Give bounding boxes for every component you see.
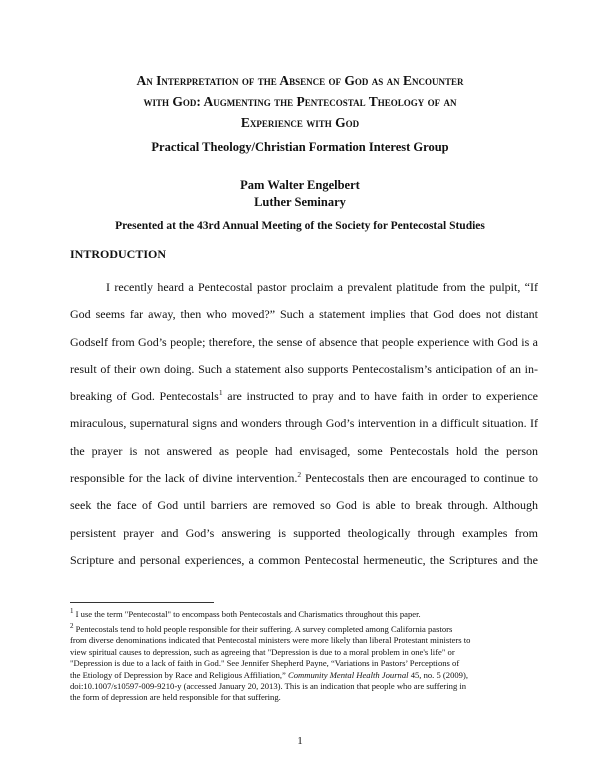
body-line — [70, 383, 538, 410]
title-line-2: with God: Augmenting the Pentecostal Theology of an — [143, 94, 457, 109]
body-line-part: are instructed to pray and to have faith in order to experience — [222, 389, 539, 404]
footnote-1 — [70, 609, 538, 620]
body-line-part: Pentecostals then are encouraged to continue to — [301, 471, 538, 486]
body-line-part: responsible for the lack of divine intervention. — [70, 471, 298, 486]
body-line: persistent prayer and God’s answering is supported theologically through examples from — [70, 525, 538, 540]
body-line: God seems far away, then who moved?” Such a statement implies that God does not distant — [70, 307, 538, 322]
body-line: I recently heard a Pentecostal pastor proclaim a prevalent platitude from the pulpit, “If — [106, 280, 538, 294]
author-institution: Luther Seminary — [254, 195, 346, 209]
body-line-part: breaking of God. Pentecostals — [70, 389, 219, 404]
footnote-ref-2[interactable]: 2 — [297, 470, 302, 480]
body-line: miraculous, supernatural signs and wonders through God’s intervention in a difficult situation. If — [70, 416, 538, 431]
title-line-3: Experience with God — [240, 115, 360, 130]
presentation-note: Presented at the 43rd Annual Meeting of the Society for Pentecostal Studies — [115, 220, 485, 232]
journal-title: Community Mental Health Journal — [288, 669, 409, 680]
footnote-text[interactable]: doi:10.1007/s10597-009-9210-y (accessed January 20, 2013). This is an indication that people who are suffering in — [70, 681, 467, 692]
body-line: Scripture and personal experiences, a common Pentecostal hermeneutic, the Scriptures and the — [70, 552, 538, 567]
footnote-2 — [70, 624, 538, 704]
paper-title — [60, 70, 540, 133]
section-heading: INTRODUCTION — [70, 247, 167, 261]
footnote-divider — [70, 602, 214, 603]
footnote-text: Pentecostals tend to hold people responsible for their suffering. A survey completed among California pastors — [73, 624, 453, 634]
body-line: seek the face of God until barriers are removed so God is able to break through. Although — [70, 498, 538, 513]
footnote-text: from diverse denominations indicated that Pentecostal ministers were more likely than liberal Protestant ministers to — [70, 635, 471, 646]
footnote-text: the form of depression are held responsible for that suffering. — [70, 692, 281, 703]
title-line-1: An Interpretation of the Absence of God as an Encounter — [136, 73, 464, 88]
footnote-text: the Etiology of Depression by Race and Religious Affiliation,” — [70, 669, 288, 680]
footnote-ref-1[interactable]: 1 — [218, 388, 223, 398]
footnote-text: 45, no. 5 (2009), — [408, 669, 468, 680]
author-name: Pam Walter Engelbert — [240, 178, 360, 192]
body-line: result of their own doing. Such a statement also supports Pentecostalism’s anticipation of an in- — [70, 361, 538, 376]
footnote-number: 2 — [70, 622, 74, 631]
body-line — [70, 465, 538, 492]
footnote-text: "Depression is due to a lack of faith in God." See Jennifer Shepherd Payne, “Variations in Pastors’ Perceptions of — [70, 658, 460, 669]
footnote-text: I use the term "Pentecostal" to encompass both Pentecostals and Charismatics throughout this paper. — [73, 609, 421, 619]
interest-group: Practical Theology/Christian Formation Interest Group — [151, 140, 449, 154]
page-number: 1 — [297, 735, 303, 747]
body-line: Godself from God’s people; therefore, the sense of absence that people experience with God is a — [70, 334, 538, 349]
footnote-text: view spiritual causes to depression, such as agreeing that "Depression is due to a moral problem in one's life" or — [70, 646, 455, 657]
footnote-number: 1 — [70, 607, 74, 616]
body-line: the prayer is not answered as people had envisaged, some Pentecostals hold the person — [70, 443, 538, 458]
body-text — [70, 274, 538, 574]
